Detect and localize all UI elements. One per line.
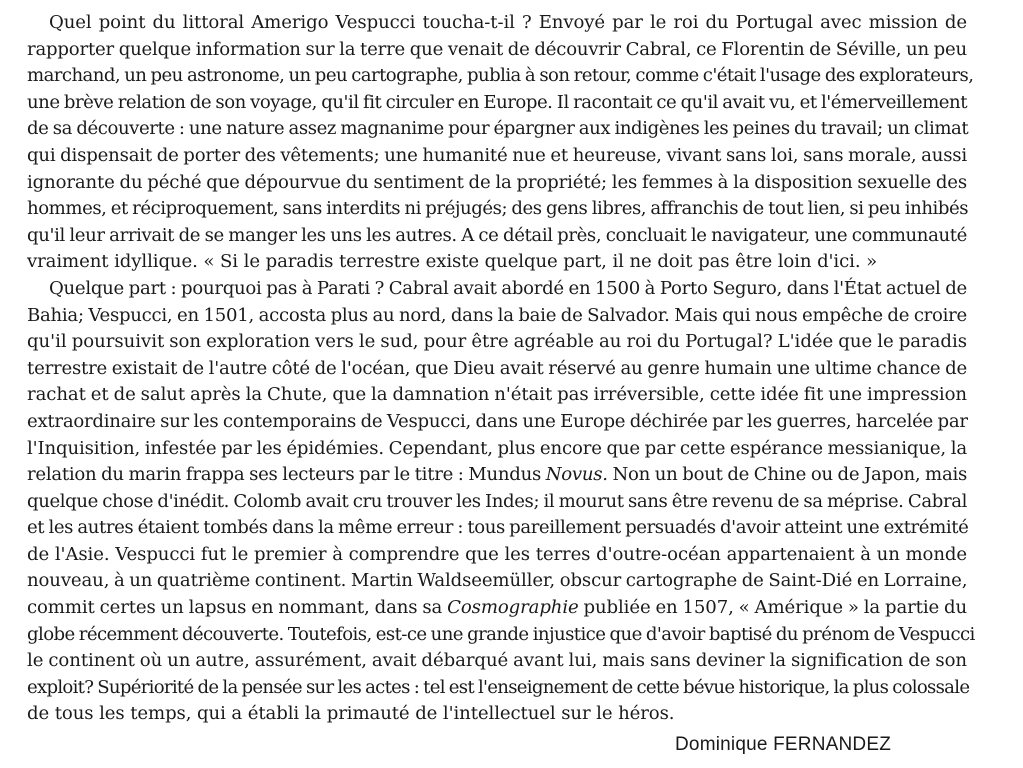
text-line: extraordinaire sur les contemporains de Vespucci, dans une Europe déchirée par les guerres, harcelée par [27,410,968,432]
text-line: une brève relation de son voyage, qu'il fit circuler en Europe. Il racontait ce qu'il avait vu, et l'émerveillement [27,91,967,113]
text-line: de sa découverte : une nature assez magnanime pour épargner aux indigènes les peines du travail; un climat [27,118,969,140]
paragraph-1 [27,10,974,276]
italic-title-novus: Novus. [545,464,608,486]
text-line: ignorante du péché que dépourvue du sentiment de la propriété; les femmes à la disposition sexuelle des [27,171,967,193]
text-line: rapporter quelque information sur la terre que venait de découvrir Cabral, ce Florentin de Séville, un peu [27,38,967,60]
text-line: qu'il leur arrivait de se manger les uns les autres. A ce détail près, concluait le navigateur, une communauté [27,224,967,246]
text-line: nouveau, à un quatrième continent. Martin Waldseemüller, obscur cartographe de Saint-Dié en Lorraine, [27,570,968,592]
text-line: quelque chose d'inédit. Colomb avait cru trouver les Indes; il mourut sans être revenu de sa méprise. Cabral [27,490,967,512]
text-line-cosmographie [27,595,967,622]
text-line: le continent où un autre, assurément, avait débarqué avant lui, mais sans deviner la signification de son [27,650,967,672]
text-line: vraiment idyllique. « Si le paradis terrestre existe quelque part, il ne doit pas être loin d'ici. » [27,251,878,273]
text-segment: Non un bout de Chine ou de Japon, mais [607,464,967,486]
author-signature: Dominique FERNANDEZ [675,734,892,755]
text-line: Bahia; Vespucci, en 1501, accosta plus au nord, dans la baie de Salvador. Mais qui nous empêche de croire [27,304,967,326]
text-line: exploit? Supériorité de la pensée sur les actes : tel est l'enseignement de cette bévue historique, la plus colossale [27,676,970,698]
text-line: rachat et de salut après la Chute, que la damnation n'était pas irréversible, cette idée fit une impression [27,384,967,406]
document-body [27,10,975,728]
text-line: Quelque part : pourquoi pas à Parati ? Cabral avait abordé en 1500 à Porto Seguro, dans l'État actuel de [49,277,967,299]
text-line: Quel point du littoral Amerigo Vespucci toucha-t-il ? Envoyé par le roi du Portugal avec mission de [49,12,967,33]
italic-title-cosmographie: Cosmographie [447,597,579,619]
text-line: hommes, et réciproquement, sans interdits ni préjugés; des gens libres, affranchis de tout lien, si peu inhibés [27,198,969,220]
text-line: qu'il poursuivit son exploration vers le sud, pour être agréable au roi du Portugal? L'idée que le paradis [27,331,967,353]
text-line: et les autres étaient tombés dans la même erreur : tous pareillement persuadés d'avoir atteint une extrémité [27,517,969,539]
text-line: marchand, un peu astronome, un peu cartographe, publia à son retour, comme c'était l'usage des explorateurs, [27,65,974,87]
text-line: l'Inquisition, infestée par les épidémies. Cependant, plus encore que par cette espérance messianique, la [27,437,967,459]
text-line: de tous les temps, qui a établi la primauté de l'intellectuel sur le héros. [27,703,675,725]
text-line: globe récemment découverte. Toutefois, est-ce une grande injustice que d'avoir baptisé du prénom de Vespucci [27,623,975,645]
paragraph-2 [27,276,975,728]
text-segment: commit certes un lapsus en nommant, dans sa [27,597,448,619]
text-segment: relation du marin frappa ses lecteurs par le titre : Mundus [27,464,546,486]
text-segment: publiée en 1507, « Amérique » la partie du [578,597,968,619]
text-line: de l'Asie. Vespucci fut le premier à comprendre que les terres d'outre-océan appartenaient à un monde [27,543,967,565]
text-line: qui dispensait de porter des vêtements; une humanité nue et heureuse, vivant sans loi, sans morale, aussi [27,144,967,166]
text-line-mundus-novus [27,462,967,489]
text-line: terrestre existait de l'autre côté de l'océan, que Dieu avait réservé au genre humain une ultime chance de [27,357,967,379]
